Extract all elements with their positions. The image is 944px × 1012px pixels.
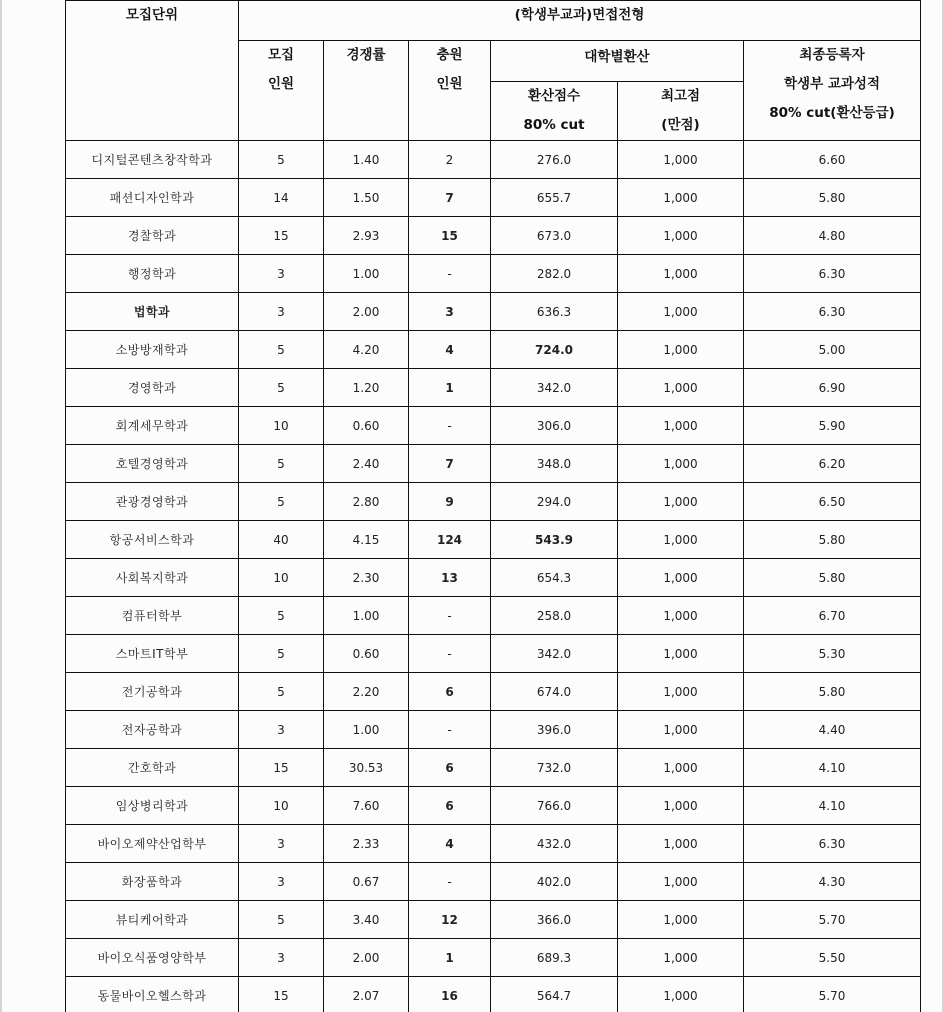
final-grade: 4.10 bbox=[744, 749, 921, 787]
table-row bbox=[66, 863, 921, 901]
final-grade: 4.40 bbox=[744, 711, 921, 749]
recruit-count: 3 bbox=[239, 711, 324, 749]
max-score: 1,000 bbox=[618, 825, 744, 863]
converted-score: 655.7 bbox=[491, 179, 618, 217]
competition-rate: 4.20 bbox=[324, 331, 409, 369]
converted-score: 636.3 bbox=[491, 293, 618, 331]
max-score: 1,000 bbox=[618, 901, 744, 939]
final-grade: 5.90 bbox=[744, 407, 921, 445]
converted-score: 282.0 bbox=[491, 255, 618, 293]
max-score: 1,000 bbox=[618, 331, 744, 369]
competition-rate: 2.30 bbox=[324, 559, 409, 597]
converted-score: 564.7 bbox=[491, 977, 618, 1012]
competition-rate: 2.93 bbox=[324, 217, 409, 255]
final-grade: 5.30 bbox=[744, 635, 921, 673]
competition-rate: 2.80 bbox=[324, 483, 409, 521]
additional-count: - bbox=[409, 255, 491, 293]
recruit-count: 5 bbox=[239, 901, 324, 939]
final-grade: 5.50 bbox=[744, 939, 921, 977]
additional-count: 3 bbox=[409, 293, 491, 331]
dept-name: 컴퓨터학부 bbox=[66, 597, 239, 635]
dept-name: 경영학과 bbox=[66, 369, 239, 407]
table-row bbox=[66, 711, 921, 749]
additional-count: 7 bbox=[409, 445, 491, 483]
converted-score: 342.0 bbox=[491, 635, 618, 673]
max-score: 1,000 bbox=[618, 711, 744, 749]
converted-score: 366.0 bbox=[491, 901, 618, 939]
additional-count: 15 bbox=[409, 217, 491, 255]
dept-name: 항공서비스학과 bbox=[66, 521, 239, 559]
additional-count: - bbox=[409, 863, 491, 901]
max-score: 1,000 bbox=[618, 483, 744, 521]
recruit-count: 5 bbox=[239, 635, 324, 673]
table-row bbox=[66, 635, 921, 673]
final-grade: 6.50 bbox=[744, 483, 921, 521]
competition-rate: 30.53 bbox=[324, 749, 409, 787]
max-score: 1,000 bbox=[618, 141, 744, 179]
max-score: 1,000 bbox=[618, 787, 744, 825]
competition-rate: 1.40 bbox=[324, 141, 409, 179]
max-score: 1,000 bbox=[618, 939, 744, 977]
dept-name: 동물바이오헬스학과 bbox=[66, 977, 239, 1012]
final-grade: 6.60 bbox=[744, 141, 921, 179]
header-univ-conversion: 대학별환산 bbox=[491, 41, 744, 82]
header-recruit: 모집 인원 bbox=[239, 41, 324, 141]
additional-count: 6 bbox=[409, 673, 491, 711]
dept-name: 행정학과 bbox=[66, 255, 239, 293]
competition-rate: 1.50 bbox=[324, 179, 409, 217]
max-score: 1,000 bbox=[618, 597, 744, 635]
final-grade: 5.80 bbox=[744, 673, 921, 711]
header-max-score: 최고점 (만점) bbox=[618, 82, 744, 141]
converted-score: 732.0 bbox=[491, 749, 618, 787]
converted-score: 543.9 bbox=[491, 521, 618, 559]
converted-score: 674.0 bbox=[491, 673, 618, 711]
dept-name: 사회복지학과 bbox=[66, 559, 239, 597]
recruit-count: 3 bbox=[239, 939, 324, 977]
recruit-count: 15 bbox=[239, 217, 324, 255]
additional-count: 6 bbox=[409, 787, 491, 825]
competition-rate: 1.00 bbox=[324, 255, 409, 293]
table-row bbox=[66, 217, 921, 255]
max-score: 1,000 bbox=[618, 369, 744, 407]
max-score: 1,000 bbox=[618, 863, 744, 901]
final-grade: 4.80 bbox=[744, 217, 921, 255]
competition-rate: 3.40 bbox=[324, 901, 409, 939]
dept-name: 바이오제약산업학부 bbox=[66, 825, 239, 863]
table-row bbox=[66, 977, 921, 1012]
final-grade: 6.30 bbox=[744, 825, 921, 863]
dept-name: 디지털콘텐츠창작학과 bbox=[66, 141, 239, 179]
final-grade: 5.70 bbox=[744, 901, 921, 939]
header-final-registrant: 최종등록자 학생부 교과성적 80% cut(환산등급) bbox=[744, 41, 921, 141]
competition-rate: 1.00 bbox=[324, 711, 409, 749]
final-grade: 5.80 bbox=[744, 179, 921, 217]
converted-score: 432.0 bbox=[491, 825, 618, 863]
recruit-count: 5 bbox=[239, 445, 324, 483]
additional-count: 4 bbox=[409, 331, 491, 369]
table-row bbox=[66, 293, 921, 331]
dept-name: 임상병리학과 bbox=[66, 787, 239, 825]
competition-rate: 2.07 bbox=[324, 977, 409, 1012]
max-score: 1,000 bbox=[618, 635, 744, 673]
table-row bbox=[66, 331, 921, 369]
recruit-count: 5 bbox=[239, 369, 324, 407]
max-score: 1,000 bbox=[618, 749, 744, 787]
table-row bbox=[66, 483, 921, 521]
table-row bbox=[66, 141, 921, 179]
additional-count: 12 bbox=[409, 901, 491, 939]
header-unit: 모집단위 bbox=[66, 1, 239, 141]
table-row bbox=[66, 749, 921, 787]
table-row bbox=[66, 521, 921, 559]
dept-name: 바이오식품영양학부 bbox=[66, 939, 239, 977]
max-score: 1,000 bbox=[618, 255, 744, 293]
max-score: 1,000 bbox=[618, 521, 744, 559]
table-row bbox=[66, 939, 921, 977]
final-grade: 6.70 bbox=[744, 597, 921, 635]
dept-name: 호텔경영학과 bbox=[66, 445, 239, 483]
max-score: 1,000 bbox=[618, 179, 744, 217]
final-grade: 4.30 bbox=[744, 863, 921, 901]
converted-score: 724.0 bbox=[491, 331, 618, 369]
competition-rate: 2.33 bbox=[324, 825, 409, 863]
competition-rate: 2.40 bbox=[324, 445, 409, 483]
competition-rate: 1.20 bbox=[324, 369, 409, 407]
max-score: 1,000 bbox=[618, 407, 744, 445]
table-row bbox=[66, 179, 921, 217]
competition-rate: 0.67 bbox=[324, 863, 409, 901]
dept-name: 전기공학과 bbox=[66, 673, 239, 711]
header-group-title: (학생부교과)면접전형 bbox=[239, 1, 921, 41]
final-grade: 4.10 bbox=[744, 787, 921, 825]
header-converted-score: 환산점수 80% cut bbox=[491, 82, 618, 141]
recruit-count: 15 bbox=[239, 977, 324, 1012]
dept-name: 회계세무학과 bbox=[66, 407, 239, 445]
recruit-count: 14 bbox=[239, 179, 324, 217]
dept-name: 뷰티케어학과 bbox=[66, 901, 239, 939]
converted-score: 276.0 bbox=[491, 141, 618, 179]
recruit-count: 5 bbox=[239, 483, 324, 521]
dept-name: 화장품학과 bbox=[66, 863, 239, 901]
recruit-count: 5 bbox=[239, 141, 324, 179]
dept-name: 경찰학과 bbox=[66, 217, 239, 255]
competition-rate: 7.60 bbox=[324, 787, 409, 825]
additional-count: - bbox=[409, 711, 491, 749]
additional-count: 13 bbox=[409, 559, 491, 597]
competition-rate: 2.00 bbox=[324, 939, 409, 977]
competition-rate: 2.20 bbox=[324, 673, 409, 711]
recruit-count: 3 bbox=[239, 293, 324, 331]
competition-rate: 2.00 bbox=[324, 293, 409, 331]
competition-rate: 1.00 bbox=[324, 597, 409, 635]
additional-count: 1 bbox=[409, 939, 491, 977]
table-row bbox=[66, 407, 921, 445]
table-row bbox=[66, 787, 921, 825]
recruit-count: 3 bbox=[239, 863, 324, 901]
table-row bbox=[66, 673, 921, 711]
max-score: 1,000 bbox=[618, 217, 744, 255]
recruit-count: 3 bbox=[239, 255, 324, 293]
dept-name: 관광경영학과 bbox=[66, 483, 239, 521]
converted-score: 673.0 bbox=[491, 217, 618, 255]
table-row bbox=[66, 559, 921, 597]
additional-count: 124 bbox=[409, 521, 491, 559]
table-row bbox=[66, 597, 921, 635]
max-score: 1,000 bbox=[618, 559, 744, 597]
admission-results-table bbox=[65, 0, 921, 1012]
recruit-count: 10 bbox=[239, 559, 324, 597]
recruit-count: 5 bbox=[239, 673, 324, 711]
converted-score: 258.0 bbox=[491, 597, 618, 635]
dept-name: 전자공학과 bbox=[66, 711, 239, 749]
recruit-count: 5 bbox=[239, 597, 324, 635]
final-grade: 5.80 bbox=[744, 559, 921, 597]
final-grade: 6.20 bbox=[744, 445, 921, 483]
max-score: 1,000 bbox=[618, 445, 744, 483]
table-row bbox=[66, 445, 921, 483]
additional-count: 2 bbox=[409, 141, 491, 179]
additional-count: - bbox=[409, 597, 491, 635]
additional-count: 9 bbox=[409, 483, 491, 521]
converted-score: 306.0 bbox=[491, 407, 618, 445]
final-grade: 5.70 bbox=[744, 977, 921, 1012]
converted-score: 654.3 bbox=[491, 559, 618, 597]
table-row bbox=[66, 901, 921, 939]
recruit-count: 40 bbox=[239, 521, 324, 559]
converted-score: 294.0 bbox=[491, 483, 618, 521]
converted-score: 766.0 bbox=[491, 787, 618, 825]
dept-name: 패션디자인학과 bbox=[66, 179, 239, 217]
dept-name: 소방방재학과 bbox=[66, 331, 239, 369]
final-grade: 5.80 bbox=[744, 521, 921, 559]
additional-count: - bbox=[409, 635, 491, 673]
max-score: 1,000 bbox=[618, 977, 744, 1012]
competition-rate: 0.60 bbox=[324, 635, 409, 673]
converted-score: 396.0 bbox=[491, 711, 618, 749]
recruit-count: 15 bbox=[239, 749, 324, 787]
table-row bbox=[66, 255, 921, 293]
max-score: 1,000 bbox=[618, 293, 744, 331]
converted-score: 342.0 bbox=[491, 369, 618, 407]
dept-name: 간호학과 bbox=[66, 749, 239, 787]
converted-score: 689.3 bbox=[491, 939, 618, 977]
header-competition: 경쟁률 bbox=[324, 41, 409, 141]
additional-count: 7 bbox=[409, 179, 491, 217]
additional-count: - bbox=[409, 407, 491, 445]
additional-count: 6 bbox=[409, 749, 491, 787]
table-row bbox=[66, 825, 921, 863]
converted-score: 348.0 bbox=[491, 445, 618, 483]
additional-count: 16 bbox=[409, 977, 491, 1012]
recruit-count: 5 bbox=[239, 331, 324, 369]
competition-rate: 0.60 bbox=[324, 407, 409, 445]
converted-score: 402.0 bbox=[491, 863, 618, 901]
final-grade: 5.00 bbox=[744, 331, 921, 369]
dept-name: 스마트IT학부 bbox=[66, 635, 239, 673]
additional-count: 1 bbox=[409, 369, 491, 407]
competition-rate: 4.15 bbox=[324, 521, 409, 559]
recruit-count: 3 bbox=[239, 825, 324, 863]
dept-name: 법학과 bbox=[66, 293, 239, 331]
final-grade: 6.30 bbox=[744, 293, 921, 331]
header-additional: 충원 인원 bbox=[409, 41, 491, 141]
max-score: 1,000 bbox=[618, 673, 744, 711]
recruit-count: 10 bbox=[239, 787, 324, 825]
additional-count: 4 bbox=[409, 825, 491, 863]
table-row bbox=[66, 369, 921, 407]
final-grade: 6.30 bbox=[744, 255, 921, 293]
final-grade: 6.90 bbox=[744, 369, 921, 407]
recruit-count: 10 bbox=[239, 407, 324, 445]
